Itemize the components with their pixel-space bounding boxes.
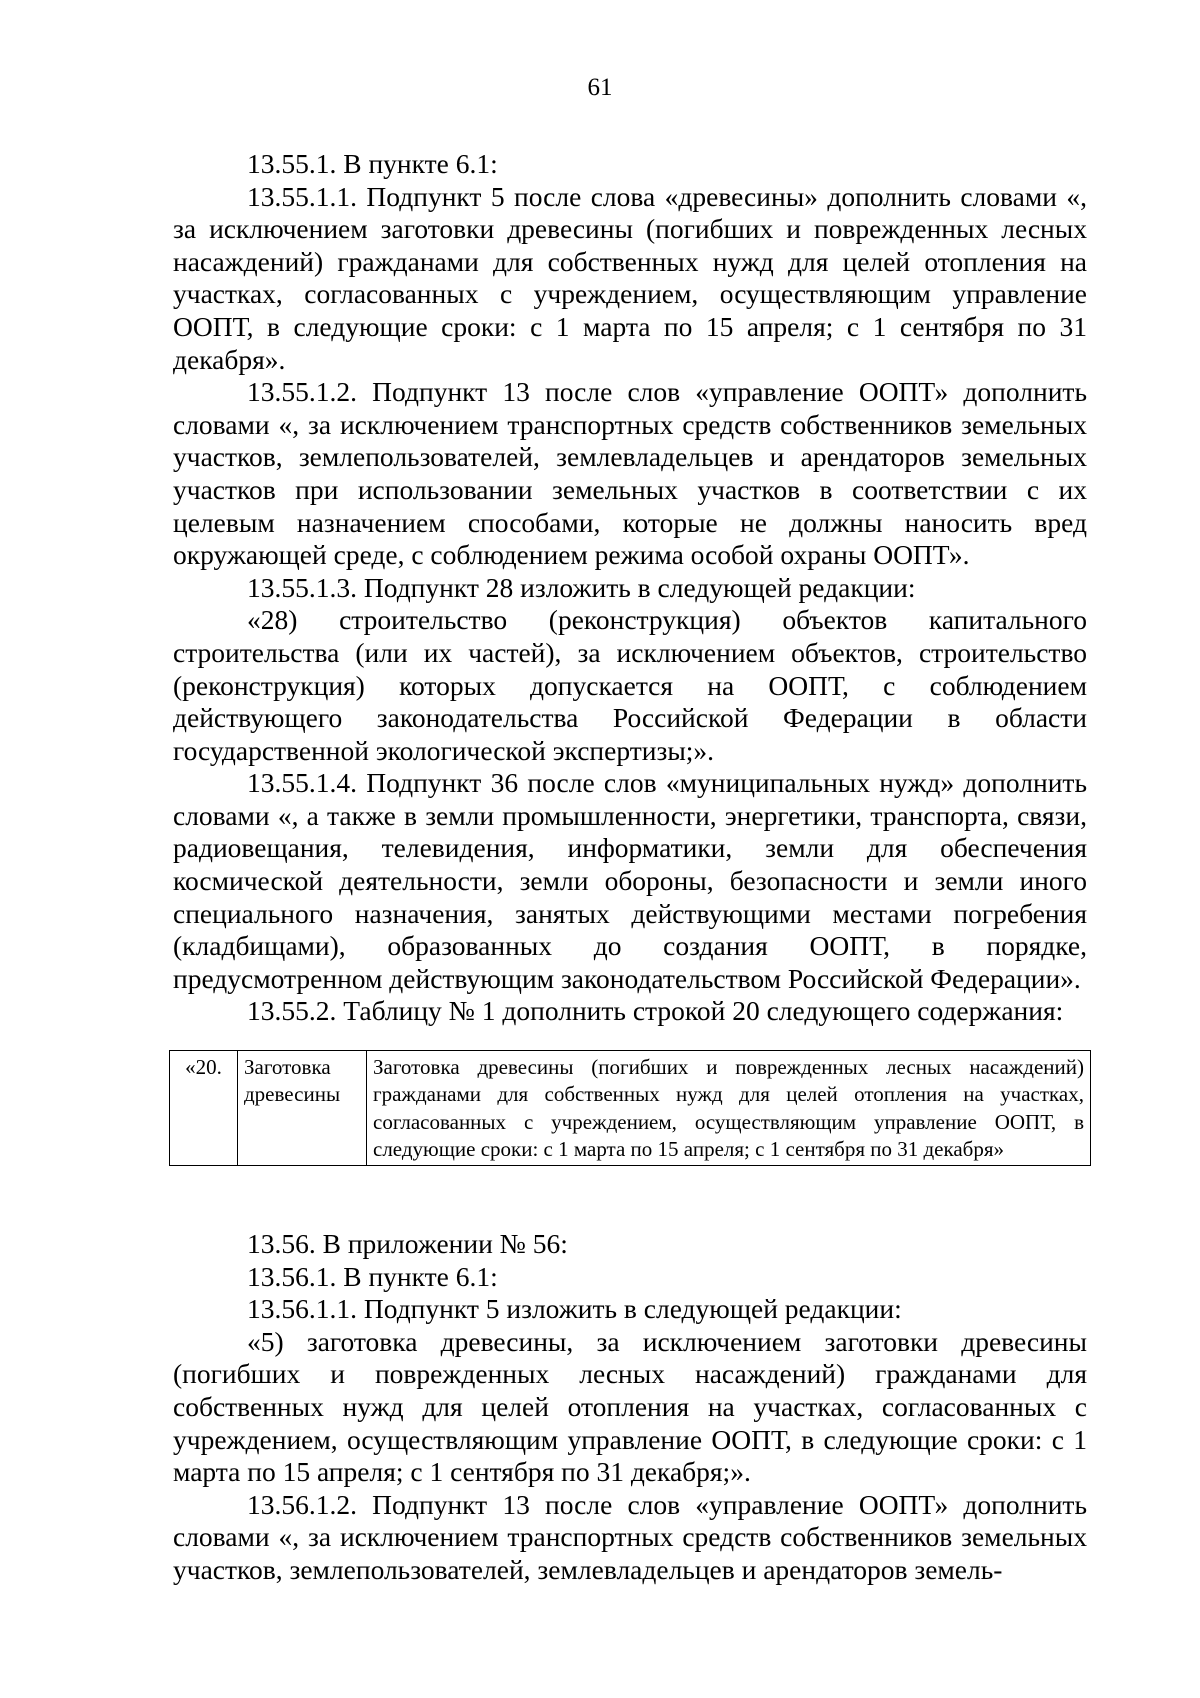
paragraph: 13.56. В приложении № 56: (247, 1228, 568, 1259)
paragraph: 13.55.1.1. Подпункт 5 после слова «древесины» дополнить словами «, за исключением заготовки древесины (погибших и поврежденных лесных насаждений) гражданами для собственных нужд для целей отопления на участках, согласованных с учреждением, осуществляющим управление ООПТ, в следующие сроки: с 1 марта по 15 апреля; с 1 сентября по 31 декабря». (173, 180, 1087, 375)
paragraph: «5) заготовка древесины, за исключением заготовки древесины (погибших и поврежденных лесных насаждений) гражданами для собственных нужд для целей отопления на участках, согласованных с учреждением, осуществляющим управление ООПТ, в следующие сроки: с 1 марта по 15 апреля; с 1 сентября по 31 декабря;». (173, 1325, 1087, 1488)
paragraph: 13.56.1. В пункте 6.1: (247, 1260, 498, 1292)
body-text-bottom (173, 1228, 1087, 1587)
table (169, 1050, 1091, 1166)
paragraph: «28) строительство (реконструкция) объектов капитального строительства (или их частей), за исключением объектов, строительство (реконструкция) которых допускается на ООПТ, с соблюдением действующего законодательства Российской Федерации в области государственной экологической экспертизы;». (173, 604, 1087, 766)
body-text-top (173, 148, 1087, 1028)
paragraph: 13.56.1.2. Подпункт 13 после слов «управление ООПТ» дополнить словами «, за исключением транспортных средств собственников земельных участков, землепользователей, землевладельцев и арендаторов земель- (173, 1488, 1087, 1585)
table-cell-name: Заготовка древесины (238, 1051, 367, 1166)
table-cell-number: «20. (170, 1051, 238, 1166)
paragraph: 13.55.1. В пункте 6.1: (247, 148, 498, 179)
paragraph: 13.55.1.2. Подпункт 13 после слов «управление ООПТ» дополнить словами «, за исключением транспортных средств собственников земельных участков, землепользователей, землевладельцев и арендаторов земельных участков при использовании земельных участков в соответствии с их целевым назначением способами, которые не должны наносить вред окружающей среде, с соблюдением режима особой охраны ООПТ». (173, 376, 1087, 571)
inserted-table (169, 1050, 1091, 1166)
table-row (170, 1051, 1091, 1166)
page-number: 61 (587, 74, 613, 101)
paragraph: 13.55.1.4. Подпункт 36 после слов «муниципальных нужд» дополнить словами «, а также в земли промышленности, энергетики, транспорта, связи, радиовещания, телевидения, информатики, земли для обеспечения космической деятельности, земли обороны, безопасности и земли иного специального назначения, занятых действующими местами погребения (кладбищами), образованных до создания ООПТ, в порядке, предусмотренном действующим законодательством Российской Федерации». (173, 767, 1087, 994)
paragraph: 13.56.1.1. Подпункт 5 изложить в следующей редакции: (247, 1293, 902, 1325)
table-cell-description: Заготовка древесины (погибших и поврежденных лесных насаждений) гражданами для собственных нужд для целей отопления на участках, согласованных с учреждением, осуществляющим управление ООПТ, в следующие сроки: с 1 марта по 15 апреля; с 1 сентября по 31 декабря» (367, 1051, 1091, 1166)
paragraph: 13.55.1.3. Подпункт 28 изложить в следующей редакции: (247, 571, 916, 603)
paragraph: 13.55.2. Таблицу № 1 дополнить строкой 20 следующего содержания: (247, 995, 1064, 1027)
